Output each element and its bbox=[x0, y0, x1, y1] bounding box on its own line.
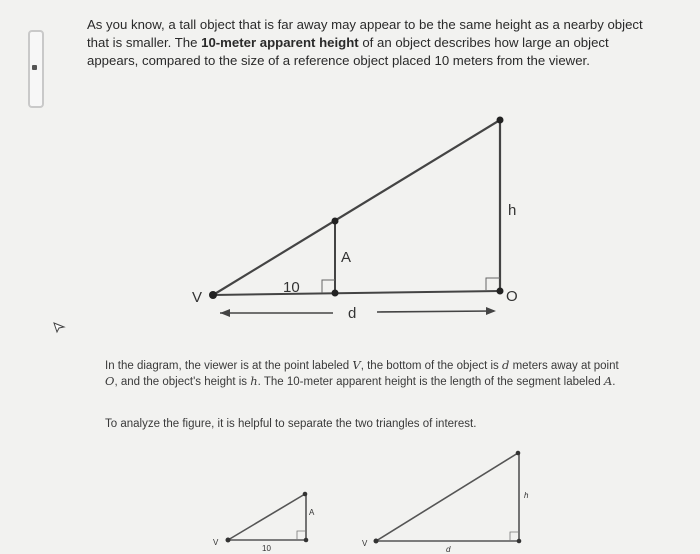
point-top-a bbox=[332, 218, 339, 225]
explanation-var-v: V bbox=[352, 358, 361, 372]
explanation-t1: In the diagram, the viewer is at the point labeled bbox=[105, 360, 353, 372]
intro-part2: of an object describes how large an object appears, compared to the size of a reference object placed 10 meters from the viewer. bbox=[87, 34, 609, 68]
label-a: A bbox=[341, 249, 352, 266]
sightline-hypotenuse bbox=[213, 120, 500, 295]
large-point-v bbox=[374, 539, 379, 544]
small-label-a: A bbox=[309, 508, 315, 517]
label-h: h bbox=[508, 202, 517, 219]
explanation-var-a: A bbox=[603, 374, 613, 389]
small-point-v bbox=[226, 538, 231, 543]
small-point-top bbox=[303, 492, 308, 497]
large-label-v: V bbox=[362, 539, 368, 548]
small-triangle-hypotenuse bbox=[228, 494, 305, 540]
analyze-paragraph: To analyze the figure, it is helpful to separate the two triangles of interest. bbox=[105, 418, 477, 430]
large-point-top bbox=[516, 451, 521, 456]
explanation-t4: , and the object's height is bbox=[114, 376, 251, 389]
large-label-d: d bbox=[446, 545, 451, 554]
label-v: V bbox=[192, 289, 203, 306]
label-o: O bbox=[506, 288, 518, 305]
large-triangle-hypotenuse bbox=[376, 453, 518, 541]
point-o bbox=[497, 288, 504, 295]
explanation-t2: , the bottom of the object is bbox=[360, 360, 502, 372]
explanation-var-h: h bbox=[250, 374, 258, 389]
point-v bbox=[209, 291, 217, 299]
small-label-v: V bbox=[213, 538, 219, 547]
arrowhead-left-icon bbox=[220, 309, 230, 317]
explanation-var-d: d bbox=[502, 358, 510, 372]
ground-line bbox=[213, 291, 500, 295]
explanation-var-o: O bbox=[105, 374, 115, 389]
small-point-bottom bbox=[304, 538, 309, 543]
arrowhead-right-icon bbox=[486, 307, 496, 315]
large-label-h: h bbox=[524, 491, 529, 500]
small-label-10: 10 bbox=[262, 544, 271, 553]
explanation-t6: . bbox=[612, 376, 616, 389]
distance-arrow-right bbox=[377, 311, 494, 312]
large-point-bottom bbox=[517, 539, 522, 544]
label-10: 10 bbox=[283, 279, 300, 296]
label-d: d bbox=[348, 305, 357, 322]
point-top-object bbox=[497, 117, 504, 124]
explanation-t5: . The 10-meter apparent height is the length of the segment labeled bbox=[257, 376, 604, 389]
explanation-t3: meters away at point bbox=[509, 360, 619, 372]
intro-bold-term: 10-meter apparent height bbox=[201, 34, 359, 50]
point-bottom-a bbox=[332, 290, 339, 297]
explanation-paragraph bbox=[105, 358, 625, 391]
intro-part1: As you know, a tall object that is far away may appear to be the same height as a nearby object that is smaller. The bbox=[87, 17, 643, 50]
